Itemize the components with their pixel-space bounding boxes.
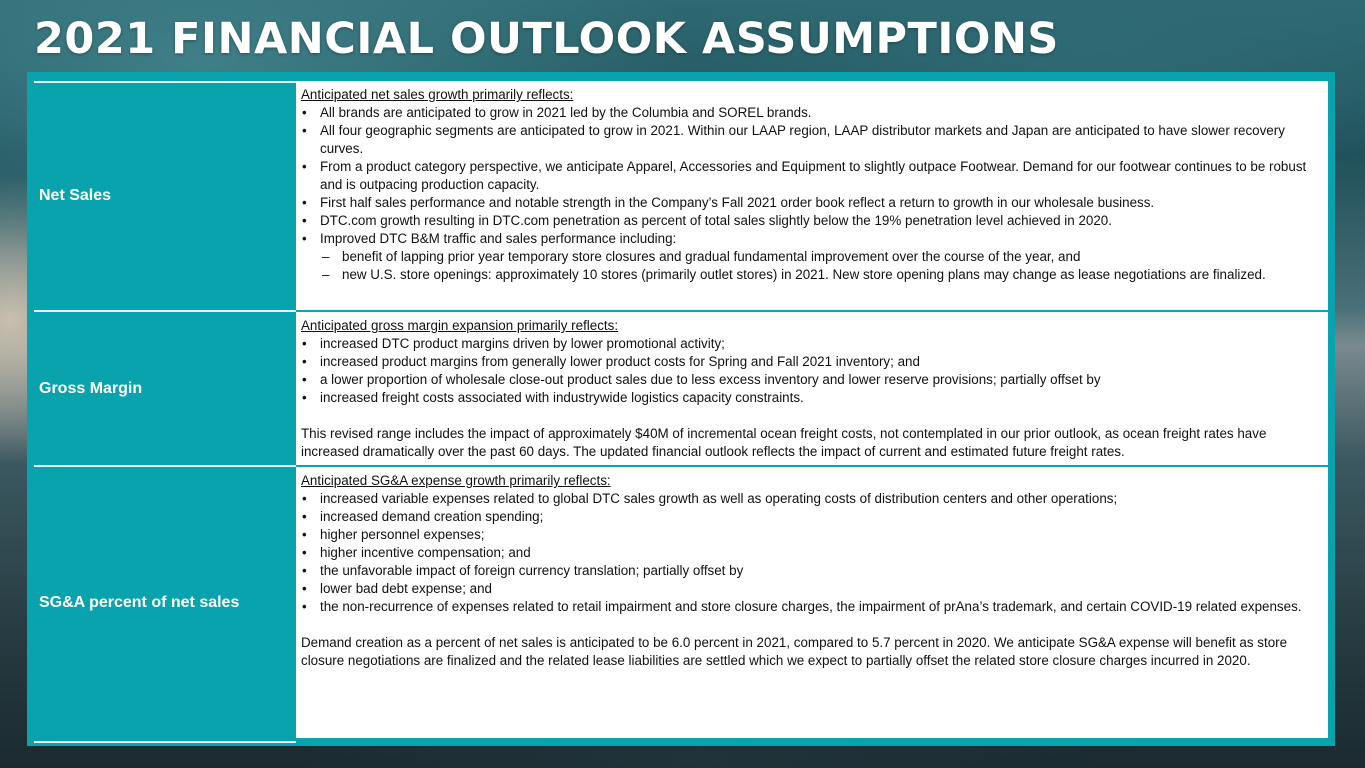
list-item: • From a product category perspective, we anticipate Apparel, Accessories and Equipment to slightly outpace Footwear. Demand for our footwear continues to be robust and is outpacing production capacity.: [301, 158, 1324, 194]
row-content: [296, 312, 1328, 465]
row-content: [296, 81, 1328, 310]
sub-bullet-list: [320, 248, 1324, 284]
row-heading: Anticipated SG&A expense growth primarily reflects:: [301, 473, 611, 488]
list-item: • increased freight costs associated with industrywide logistics capacity constraints.: [301, 389, 1324, 407]
row-label: SG&A percent of net sales: [39, 593, 240, 611]
bullet-list: [301, 335, 1324, 407]
list-item: • the unfavorable impact of foreign currency translation; partially offset by: [301, 562, 1324, 580]
list-item: • increased DTC product margins driven by lower promotional activity;: [301, 335, 1324, 353]
list-item: • All brands are anticipated to grow in 2021 led by the Columbia and SOREL brands.: [301, 104, 1324, 122]
page-title: 2021 FINANCIAL OUTLOOK ASSUMPTIONS: [34, 14, 1059, 64]
list-item-text: Improved DTC B&M traffic and sales performance including:: [320, 231, 677, 246]
list-item: • DTC.com growth resulting in DTC.com penetration as percent of total sales slightly below the 19% penetration level achieved in 2020.: [301, 212, 1324, 230]
list-item: • All four geographic segments are anticipated to grow in 2021. Within our LAAP region, LAAP distributor markets and Japan are anticipated to have slower recovery curves.: [301, 122, 1324, 158]
row-label: Net Sales: [39, 186, 112, 204]
table-row-sga: [27, 467, 1328, 738]
row-paragraph: Demand creation as a percent of net sales is anticipated to be 6.0 percent in 2021, compared to 5.7 percent in 2020. We anticipate SG&A expense will benefit as store closure negotiations are finalized and the related lease liabilities are settled which we expect to partially offset the related store closure charges incurred in 2020.: [301, 635, 1288, 668]
sub-list-item: – benefit of lapping prior year temporary store closures and gradual fundamental improvement over the course of the year, and: [320, 248, 1324, 266]
row-heading: Anticipated gross margin expansion primarily reflects:: [301, 318, 619, 333]
list-item: • increased product margins from generally lower product costs for Spring and Fall 2021 inventory; and: [301, 353, 1324, 371]
list-item: • the non-recurrence of expenses related to retail impairment and store closure charges, the impairment of prAna’s trademark, and certain COVID-19 related expenses.: [301, 598, 1324, 616]
list-item: • increased variable expenses related to global DTC sales growth as well as operating costs of distribution centers and other operations;: [301, 490, 1324, 508]
list-item: • higher personnel expenses;: [301, 526, 1324, 544]
table-row-net-sales: [27, 81, 1328, 310]
table-row-gross-margin: [27, 312, 1328, 465]
row-divider: [34, 741, 296, 743]
row-paragraph: This revised range includes the impact of approximately $40M of incremental ocean freight costs, not contemplated in our prior outlook, as ocean freight rates have increased dramatically over the past 60 days. The updated financial outlook reflects the impact of current and estimated future freight rates.: [301, 426, 1267, 459]
list-item: [301, 230, 1324, 284]
row-heading: Anticipated net sales growth primarily reflects:: [301, 87, 574, 102]
list-item: • increased demand creation spending;: [301, 508, 1324, 526]
bullet-list: [301, 490, 1324, 616]
list-item: • lower bad debt expense; and: [301, 580, 1324, 598]
list-item: • a lower proportion of wholesale close-out product sales due to less excess inventory and lower reserve provisions; partially offset by: [301, 371, 1324, 389]
sub-list-item: – new U.S. store openings: approximately 10 stores (primarily outlet stores) in 2021. New store opening plans may change as lease negotiations are finalized.: [320, 266, 1324, 284]
outlook-table: [27, 72, 1335, 746]
bullet-list: [301, 104, 1324, 284]
list-item: • First half sales performance and notable strength in the Company’s Fall 2021 order book reflect a return to growth in our wholesale business.: [301, 194, 1324, 212]
list-item: • higher incentive compensation; and: [301, 544, 1324, 562]
row-content: [296, 467, 1328, 738]
row-label: Gross Margin: [39, 379, 143, 397]
